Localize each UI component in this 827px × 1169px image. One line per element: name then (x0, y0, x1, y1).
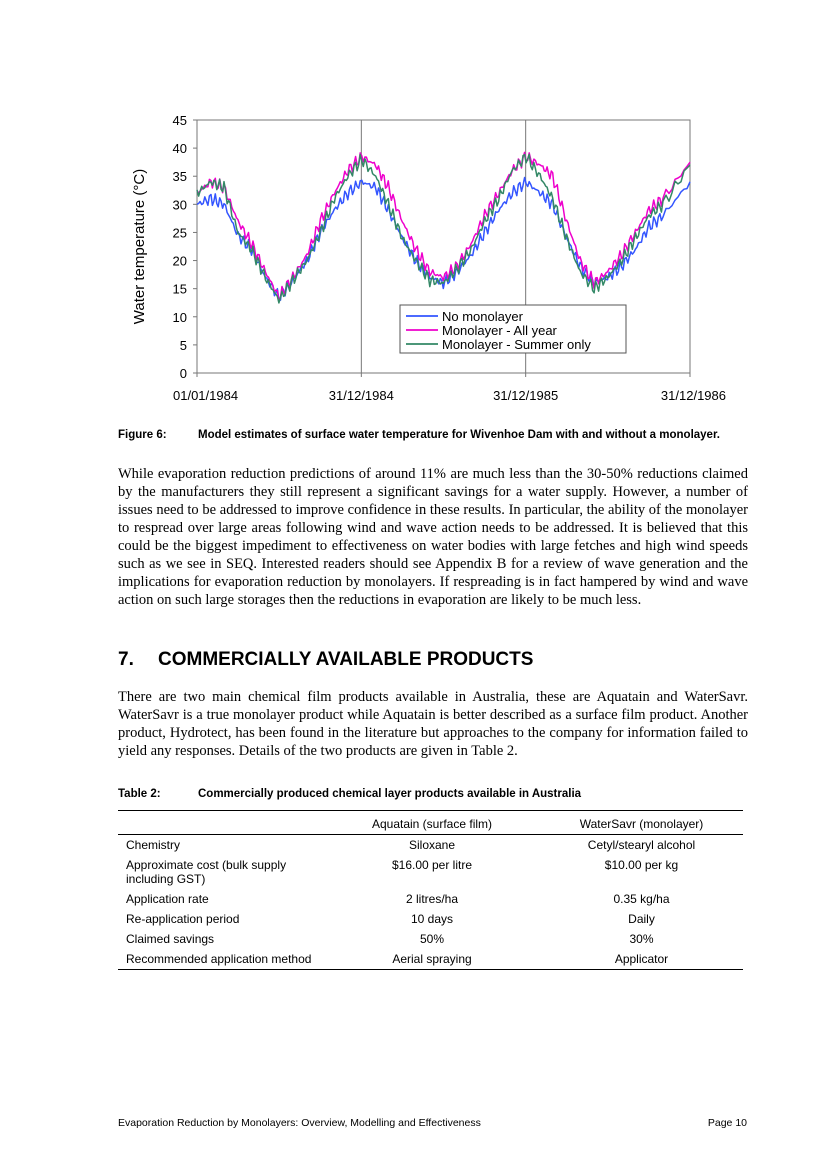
figure-label: Figure 6: (118, 429, 167, 441)
table-label: Table 2: (118, 788, 161, 800)
table-cell: 0.35 kg/ha (613, 892, 670, 906)
table-cell: 10 days (410, 912, 454, 926)
y-tick-label: 40 (172, 141, 187, 157)
table-cell: Application rate (126, 892, 209, 906)
table-row (118, 835, 743, 856)
y-tick-label: 25 (172, 225, 187, 241)
products-table (118, 810, 743, 970)
y-tick-label: 15 (172, 281, 187, 297)
section-number: 7. (118, 649, 134, 670)
table-cell: Chemistry (126, 838, 181, 852)
table-row (118, 949, 743, 970)
y-tick-label: 20 (172, 253, 187, 269)
table-cell: 50% (419, 932, 445, 946)
y-tick-label: 10 (172, 309, 187, 325)
table-header-cell: WaterSavr (monolayer) (540, 811, 743, 835)
y-tick-label: 30 (172, 197, 187, 213)
table-header-cell: Aquatain (surface film) (324, 811, 540, 835)
y-tick-label: 35 (172, 169, 187, 185)
legend-entry: No monolayer (442, 309, 523, 324)
figure-caption (118, 427, 748, 443)
table-cell: 2 litres/ha (405, 892, 459, 906)
table-title: Commercially produced chemical layer products available in Australia (198, 788, 582, 800)
table-cell: $10.00 per kg (604, 858, 679, 872)
table-row (118, 929, 743, 949)
water-temperature-chart (100, 105, 760, 415)
table-cell: Claimed savings (126, 932, 215, 946)
table-cell: Re-application period (126, 912, 240, 926)
table-cell: Siloxane (408, 838, 456, 852)
figure-caption-text: Model estimates of surface water temperature for Wivenhoe Dam with and without a monolayer. (198, 429, 720, 441)
body-paragraph-products: There are two main chemical film products available in Australia, these are Aquatain and WaterSavr. WaterSavr is a true monolayer product while Aquatain is better described as a surface film product. Another product, Hydrotect, has been found in the literature but approaches to the company for information failed to yield any responses. Details of the two products are given in Table 2. (118, 689, 748, 759)
y-tick-label: 5 (179, 337, 187, 353)
table-header-cell (118, 811, 324, 835)
table-row (118, 889, 743, 909)
table-row (118, 855, 743, 889)
table-cell: Approximate cost (bulk supply including GST) (126, 858, 287, 886)
footer-page-number: Page 10 (707, 1117, 747, 1129)
x-tick-label: 31/12/1984 (328, 388, 394, 403)
table-header-row (118, 811, 743, 835)
table-cell: 30% (629, 932, 654, 946)
y-axis-label: Water temperature (°C) (131, 168, 148, 325)
legend-entry: Monolayer - All year (442, 323, 557, 338)
table-cell: Applicator (540, 949, 743, 970)
x-tick-label: 31/12/1985 (493, 388, 559, 403)
y-tick-label: 45 (172, 113, 187, 128)
section-heading (118, 649, 533, 671)
x-tick-label: 31/12/1986 (660, 388, 726, 403)
table-cell: Recommended application method (118, 949, 324, 970)
table-cell: Aerial spraying (324, 949, 540, 970)
series-line-2 (197, 152, 690, 301)
section-title: COMMERCIALLY AVAILABLE PRODUCTS (158, 649, 534, 670)
legend-entry: Monolayer - Summer only (442, 337, 591, 352)
table-row (118, 909, 743, 929)
table-cell: Cetyl/stearyl alcohol (587, 838, 696, 852)
table-cell: Daily (628, 912, 655, 926)
y-tick-label: 0 (179, 366, 187, 381)
x-tick-label: 01/01/1984 (173, 388, 239, 403)
footer-document-title: Evaporation Reduction by Monolayers: Overview, Modelling and Effectiveness (118, 1117, 481, 1129)
table-cell: $16.00 per litre (391, 858, 473, 872)
body-paragraph-evaporation: While evaporation reduction predictions of around 11% are much less than the 30-50% reductions claimed by the manufacturers they still represent a significant savings for a water supply. However, a number of issues need to be addressed to improve confidence in these results. In particular, the ability of the monolayer to respread over large areas following wind and wave action needs to be addressed. It is believed that this could be the biggest impediment to effectiveness on water bodies with large fetches and high wind speeds such as we see in SEQ. Interested readers should see Appendix B for a review of wave generation and the implications for evaporation reduction by monolayers. If respreading is in fact hampered by wind and wave action on such large storages then the reductions in evaporation are likely to be much less. (118, 466, 748, 608)
table-caption (118, 788, 581, 800)
